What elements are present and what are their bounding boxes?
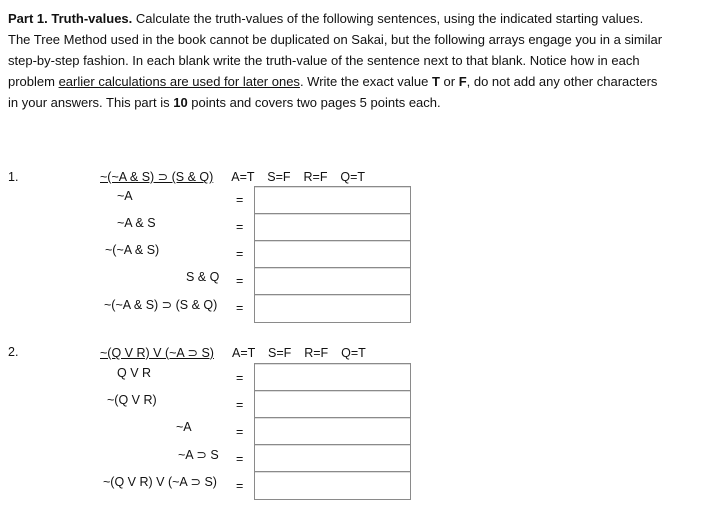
row-label: Q V R: [117, 366, 152, 380]
starting-values: A=T S=F R=F Q=T: [231, 346, 366, 360]
equals-sign: =: [236, 479, 244, 493]
row-label: ~(Q V R): [107, 393, 157, 407]
row-label: ~A: [176, 420, 192, 434]
answer-input[interactable]: [254, 294, 411, 323]
answer-input[interactable]: [254, 363, 411, 392]
equals-sign: =: [236, 452, 244, 466]
instructions: Part 1. Truth-values. Calculate the truth-values of the following sentences, using the indicated starting values. The Tree Method used in the book cannot be duplicated on Sakai, but the following arrays engage you in a similar step-by-step fashion. In each blank write the truth-value of the sentence next to that blank. Notice how in each problem earlier calculations are used for later ones. Write the exact value T or F, do not add any other characters in your answers. This part is 10 points and covers two pages 5 points each.: [8, 11, 663, 110]
equals-sign: =: [236, 301, 244, 315]
row-label: S & Q: [186, 270, 220, 284]
row-label: ~A ⊃ S: [178, 448, 219, 462]
answer-input[interactable]: [254, 240, 411, 269]
equals-sign: =: [236, 247, 244, 261]
equals-sign: =: [236, 371, 244, 385]
equals-sign: =: [236, 193, 244, 207]
row-label: ~A & S: [117, 216, 156, 230]
problem-header: [94, 169, 365, 184]
formula: ~(Q V R) V (~A ⊃ S): [100, 346, 214, 360]
answer-input[interactable]: [254, 390, 411, 419]
starting-values: A=T S=F R=F Q=T: [231, 170, 366, 184]
part-title: Part 1. Truth-values.: [8, 11, 133, 26]
answer-input[interactable]: [254, 444, 411, 473]
equals-sign: =: [236, 274, 244, 288]
problem-header: [94, 345, 366, 360]
equals-sign: =: [236, 425, 244, 439]
row-label: ~(Q V R) V (~A ⊃ S): [103, 475, 217, 489]
problem-number: 2.: [8, 345, 19, 359]
problem-number: 1.: [8, 170, 19, 184]
answer-input[interactable]: [254, 213, 411, 242]
answer-input[interactable]: [254, 417, 411, 446]
answer-input[interactable]: [254, 267, 411, 296]
answer-input[interactable]: [254, 471, 411, 500]
row-label: ~(~A & S) ⊃ (S & Q): [104, 298, 218, 312]
equals-sign: =: [236, 220, 244, 234]
row-label: ~(~A & S): [105, 243, 160, 257]
row-label: ~A: [117, 189, 133, 203]
answer-input[interactable]: [254, 186, 411, 215]
equals-sign: =: [236, 398, 244, 412]
formula: ~(~A & S) ⊃ (S & Q): [100, 170, 214, 184]
